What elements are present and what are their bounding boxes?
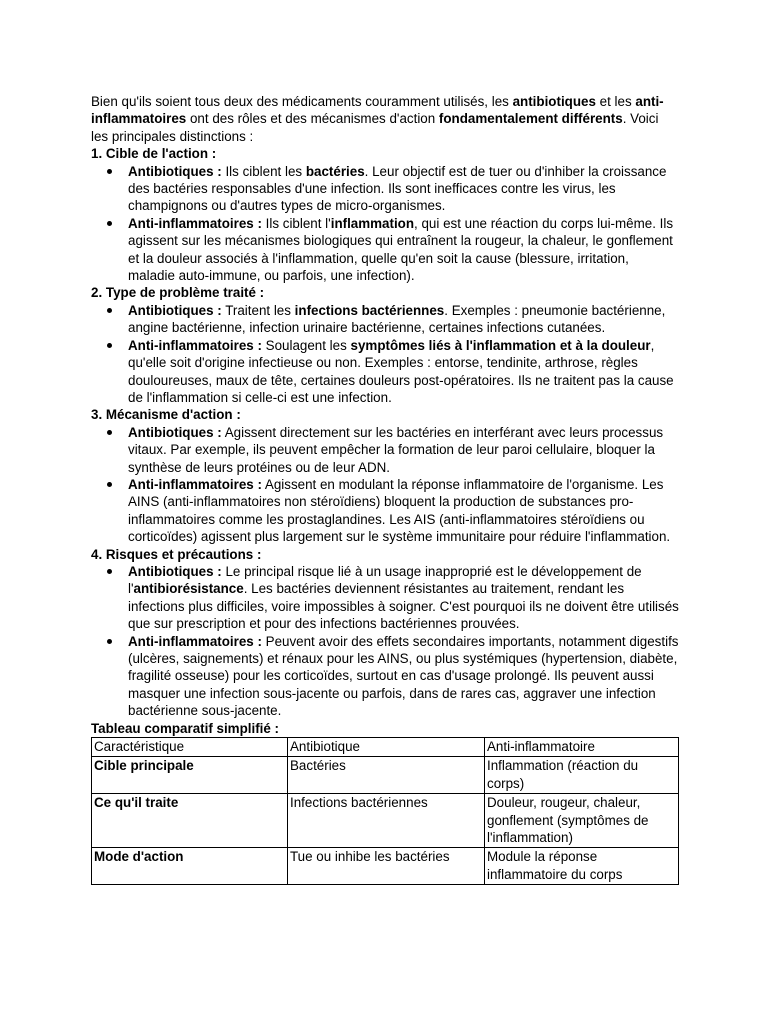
item-text: Peuvent avoir des effets secondaires importants, notamment digestifs (ulcères, saignements) et rénaux pour les AINS, ou plus systémiques (hypertension, diabète, fragilité osseuse) pour les corticoïdes, surtout en cas d'usage prolongé. Ils peuvent aussi masquer une infection sous-jacente ou parfois, dans de rares cas, aggraver une infection bactérienne sous-jacente. — [128, 633, 679, 719]
table-row-label: Mode d'action — [92, 848, 288, 885]
section-heading: 3. Mécanisme d'action : — [91, 407, 241, 423]
intro-text: ont des rôles et des mécanismes d'action — [186, 111, 439, 127]
intro-bold: fondamentalement différents — [438, 111, 623, 127]
item-bold: symptômes liés à l'inflammation et à la douleur — [350, 337, 651, 353]
table-cell: Bactéries — [288, 757, 485, 794]
item-text: . Leur objectif est de tuer ou d'inhiber la croissance des bactéries responsables d'une infection. Ils sont inefficaces contre les virus, les champignons ou d'autres types de micro-organismes. — [128, 163, 667, 214]
item-bold: infections bactériennes — [294, 302, 445, 318]
intro-text: . Voici les principales distinctions : — [91, 111, 659, 144]
table-cell: Douleur, rougeur, chaleur, gonflement (symptômes de l'inflammation) — [485, 794, 679, 848]
item-text: Soulagent les — [261, 337, 351, 353]
table-row-label: Cible principale — [92, 757, 288, 794]
list-item — [128, 563, 679, 633]
item-label: Antibiotiques : — [128, 563, 222, 579]
section-heading: 1. Cible de l'action : — [91, 146, 217, 162]
list-item — [128, 476, 679, 546]
table-cell: Inflammation (réaction du corps) — [485, 757, 679, 794]
item-label: Anti-inflammatoires : — [128, 476, 262, 492]
document-body — [91, 93, 679, 885]
table-cell: Infections bactériennes — [288, 794, 485, 848]
table-title: Tableau comparatif simplifié : — [91, 720, 280, 736]
item-text: . Exemples : pneumonie bactérienne, angine bactérienne, infection urinaire bactérienne, certaines infections cutanées. — [128, 302, 666, 336]
table-row-label: Ce qu'il traite — [92, 794, 288, 848]
table-header-cell: Antibiotique — [288, 738, 485, 757]
bullet-list — [91, 163, 679, 285]
intro-bold: anti-inflammatoires — [91, 94, 664, 127]
item-bold: antibiorésistance — [133, 581, 244, 597]
table-header-row — [92, 738, 679, 757]
table-row — [92, 794, 679, 848]
item-text: Traitent les — [221, 302, 295, 318]
intro-paragraph — [91, 93, 679, 145]
item-text: Agissent directement sur les bactéries en interférant avec leurs processus vitaux. Par exemple, ils peuvent empêcher la formation de leur paroi cellulaire, bloquer la synthèse de leurs protéines ou de leur ADN. — [128, 424, 664, 475]
section-heading: 4. Risques et précautions : — [91, 546, 262, 562]
item-text: . Les bactéries deviennent résistantes au traitement, rendant les infections plus difficiles, voire impossibles à soigner. C'est pourquoi ils ne doivent être utilisés que sur prescription et pour des infections bactériennes prouvées. — [128, 581, 679, 632]
section-heading: 2. Type de problème traité : — [91, 285, 265, 301]
bullet-list — [91, 302, 679, 406]
intro-text: et les — [595, 94, 636, 109]
item-label: Anti-inflammatoires : — [128, 633, 262, 649]
item-text: Ils ciblent l' — [261, 215, 331, 231]
intro-text: Bien qu'ils soient tous deux des médicaments couramment utilisés, les — [91, 94, 513, 109]
comparison-table — [91, 737, 679, 885]
table-cell: Module la réponse inflammatoire du corps — [485, 848, 679, 885]
item-label: Antibiotiques : — [128, 163, 222, 179]
table-row — [92, 848, 679, 885]
item-label: Antibiotiques : — [128, 424, 222, 440]
list-item — [128, 302, 679, 337]
item-text: Le principal risque lié à un usage inapproprié est le développement de l' — [128, 563, 642, 597]
list-item — [128, 424, 679, 476]
item-label: Anti-inflammatoires : — [128, 337, 262, 353]
item-bold: inflammation — [330, 215, 415, 231]
item-text: Agissent en modulant la réponse inflammatoire de l'organisme. Les AINS (anti-inflammatoires non stéroïdiens) bloquent la production de substances pro-inflammatoires comme les prostaglandines. Les AIS (anti-inflammatoires stéroïdiens ou corticoïdes) agissent plus largement sur le système immunitaire pour réduire l'inflammation. — [128, 476, 671, 545]
list-item — [128, 163, 679, 215]
bullet-list — [91, 424, 679, 546]
item-text: , qui est une réaction du corps lui-même. Ils agissent sur les mécanismes biologiques qui entraînent la rougeur, la chaleur, le gonflement et la douleur associés à l'inflammation, quelle qu'en soit la cause (blessure, irritation, maladie auto-immune, ou parfois, une infection). — [128, 215, 674, 284]
table-header-cell: Caractéristique — [92, 738, 288, 757]
table-cell: Tue ou inhibe les bactéries — [288, 848, 485, 885]
intro-bold: antibiotiques — [512, 94, 596, 109]
item-text: , qu'elle soit d'origine infectieuse ou non. Exemples : entorse, tendinite, arthrose, règles douloureuses, maux de tête, certaines douleurs post-opératoires. Ils ne traitent pas la cause de l'inflammation si celle-ci est une infection. — [128, 337, 674, 405]
item-label: Anti-inflammatoires : — [128, 215, 262, 231]
table-header-cell: Anti-inflammatoire — [485, 738, 679, 757]
list-item — [128, 215, 679, 285]
list-item — [128, 633, 679, 720]
list-item — [128, 337, 679, 407]
item-label: Antibiotiques : — [128, 302, 222, 318]
table-row — [92, 757, 679, 794]
item-text: Ils ciblent les — [221, 163, 306, 179]
item-bold: bactéries — [305, 163, 365, 179]
bullet-list — [91, 563, 679, 720]
